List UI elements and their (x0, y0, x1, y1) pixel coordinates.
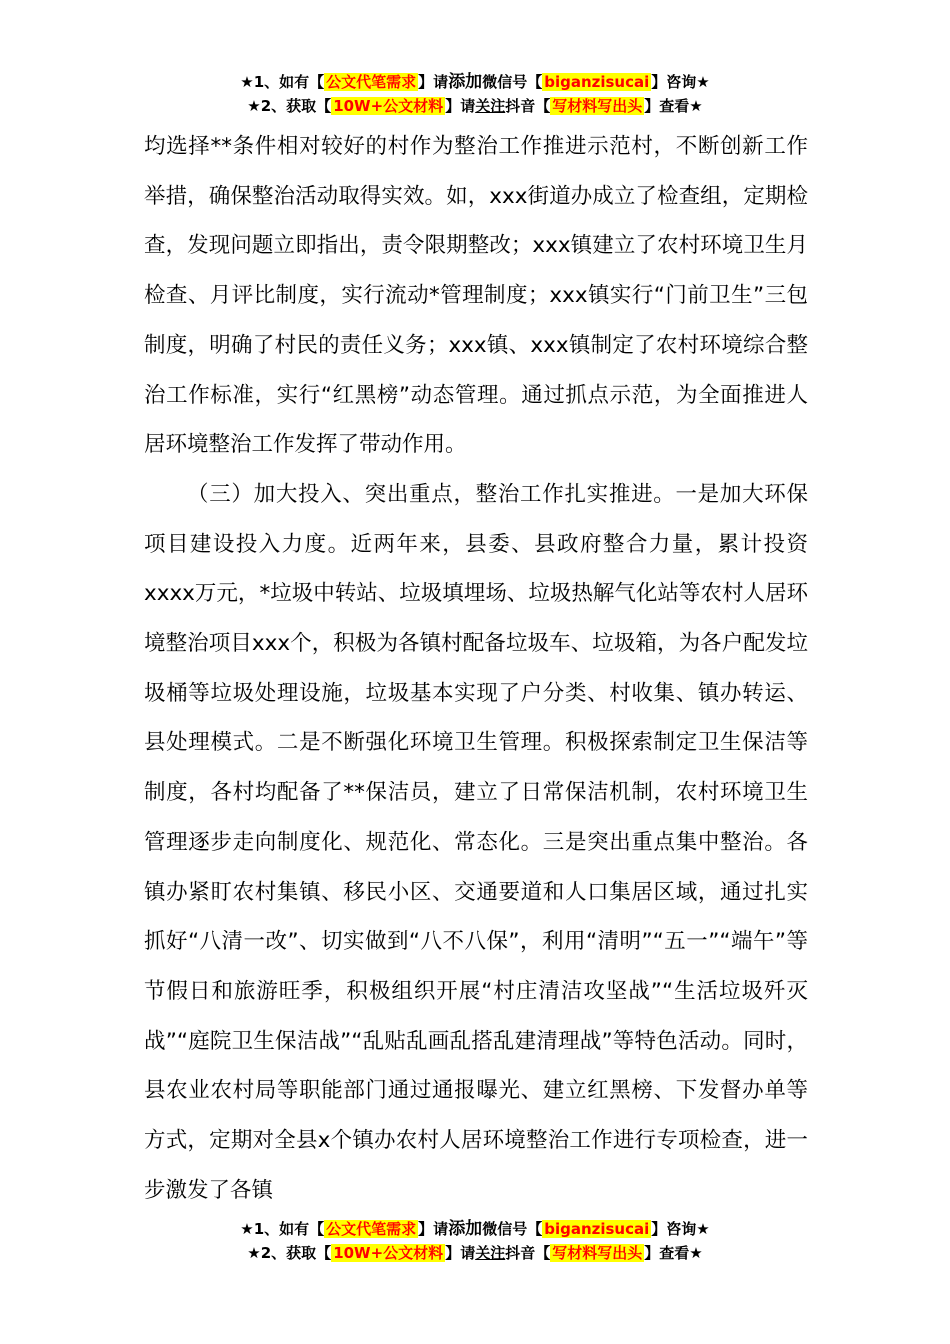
banner-line-2 (0, 94, 950, 118)
highlight-label: 公文代笔需求 (326, 73, 417, 91)
footer-banner (0, 1217, 950, 1265)
banner-text: 】咨询★ (651, 1220, 710, 1238)
banner-text: 】请 (418, 1220, 449, 1238)
banner-text: ★1、如有【 (240, 73, 325, 91)
banner-text: 微信号【 (482, 73, 543, 91)
banner-emphasis: 关注 (475, 97, 506, 115)
banner-text: 】请 (445, 97, 476, 115)
banner-text: 】查看★ (644, 97, 703, 115)
highlight-label: 公文代笔需求 (326, 1220, 417, 1238)
banner-text: ★1、如有【 (240, 1220, 325, 1238)
banner-text: ★2、获取【 (247, 1244, 332, 1262)
banner-emphasis: 添加 (448, 1219, 483, 1239)
banner-text: 】查看★ (644, 1244, 703, 1262)
banner-text: 抖音【 (505, 1244, 551, 1262)
paragraph-1: 均选择**条件相对较好的村作为整治工作推进示范村，不断创新工作举措，确保整治活动取得实效。如，xxx街道办成立了检查组，定期检查，发现问题立即指出，责令限期整改；xxx镇建立了农村环境卫生月检查、月评比制度，实行流动*管理制度；xxx镇实行“门前卫生”三包制度，明确了村民的责任义务；xxx镇、xxx镇制定了农村环境综合整治工作标准，实行“红黑榜”动态管理。通过抓点示范，为全面推进人居环境整治工作发挥了带动作用。 (144, 134, 808, 458)
banner-emphasis: 添加 (448, 72, 483, 92)
banner-text: 微信号【 (482, 1220, 543, 1238)
banner-line-1 (0, 1217, 950, 1241)
highlight-label: 10W+公文材料 (333, 1244, 444, 1262)
highlight-label: biganzisucai (544, 73, 650, 91)
banner-text: ★2、获取【 (247, 97, 332, 115)
banner-line-1 (0, 70, 950, 94)
header-banner (0, 70, 950, 118)
document-body (144, 122, 808, 1215)
highlight-label: biganzisucai (544, 1220, 650, 1238)
banner-text: 】请 (418, 73, 449, 91)
banner-text: 】请 (445, 1244, 476, 1262)
highlight-label: 10W+公文材料 (333, 97, 444, 115)
banner-emphasis: 关注 (475, 1244, 506, 1262)
highlight-label: 写材料写出头 (552, 1244, 643, 1262)
banner-text: 抖音【 (505, 97, 551, 115)
banner-text: 】咨询★ (651, 73, 710, 91)
highlight-label: 写材料写出头 (552, 97, 643, 115)
paragraph-2: （三）加大投入、突出重点，整治工作扎实推进。一是加大环保项目建设投入力度。近两年来，县委、县政府整合力量，累计投资xxxx万元，*垃圾中转站、垃圾填埋场、垃圾热解气化站等农村人居环境整治项目xxx个，积极为各镇村配备垃圾车、垃圾箱，为各户配发垃圾桶等垃圾处理设施，垃圾基本实现了户分类、村收集、镇办转运、县处理模式。二是不断强化环境卫生管理。积极探索制定卫生保洁等制度，各村均配备了**保洁员，建立了日常保洁机制，农村环境卫生管理逐步走向制度化、规范化、常态化。三是突出重点集中整治。各镇办紧盯农村集镇、移民小区、交通要道和人口集居区域，通过扎实抓好“八清一改”、切实做到“八不八保”，利用“清明”“五一”“端午”等节假日和旅游旺季，积极组织开展“村庄清洁攻坚战”“生活垃圾歼灭战”“庭院卫生保洁战”“乱贴乱画乱搭乱建清理战”等特色活动。同时，县农业农村局等职能部门通过通报曝光、建立红黑榜、下发督办单等方式，定期对全县x个镇办农村人居环境整治工作进行专项检查，进一步激发了各镇 (144, 481, 808, 1203)
banner-line-2 (0, 1241, 950, 1265)
